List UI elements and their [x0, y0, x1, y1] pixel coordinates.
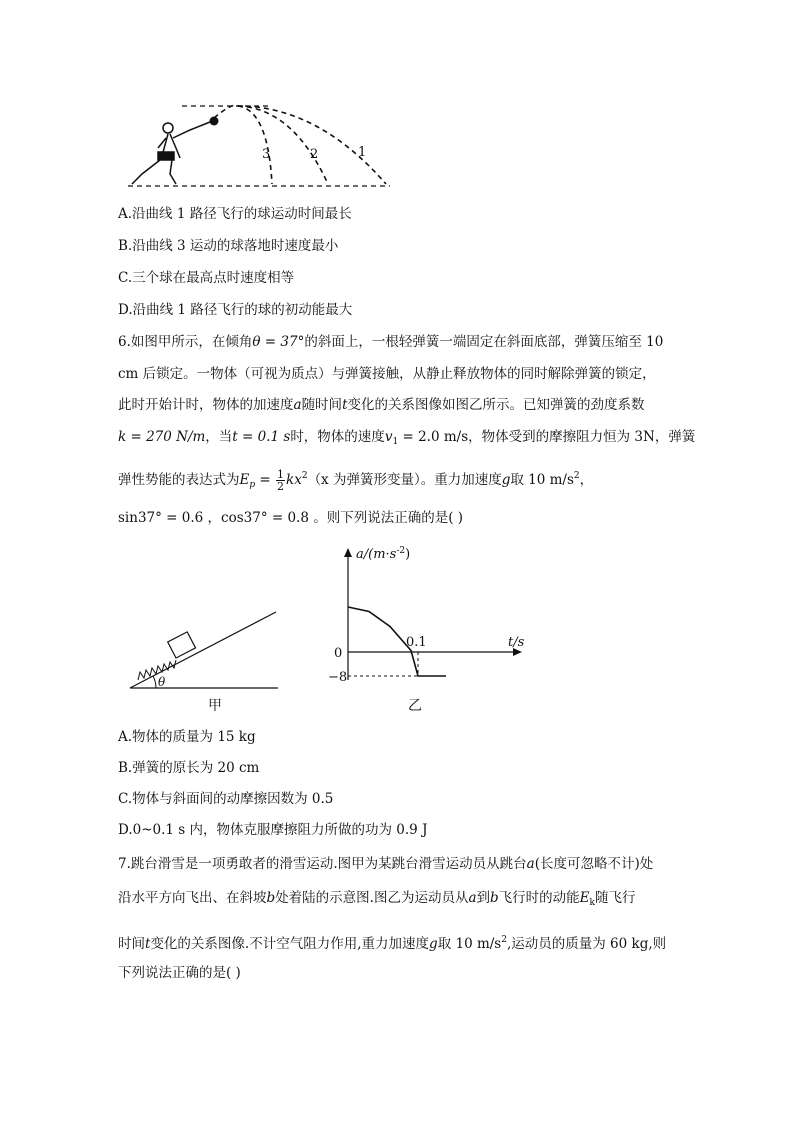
curve-label-1: 1: [358, 145, 367, 160]
y-axis-label-exponent: -2: [396, 546, 406, 556]
caption-yi: 乙: [408, 698, 422, 714]
q6-text: 弹性势能的表达式为: [118, 472, 240, 488]
q6-line-3: [118, 395, 645, 415]
var-t: t: [342, 397, 348, 413]
curve-2: [238, 106, 328, 184]
q6-line-2: cm 后锁定。一物体（可视为质点）与弹簧接触，从静止释放物体的同时解除弹簧的锁定，: [118, 366, 656, 382]
q5-option-a: A.沿曲线 1 路径飞行的球运动时间最长: [118, 206, 352, 222]
q6-text: ，: [579, 472, 594, 488]
y-axis-label-close: ): [405, 547, 411, 562]
q7-text: 处着陆的示意图.图乙为运动员从: [275, 890, 469, 906]
var-a: a: [293, 397, 302, 413]
q7-text: 变化的关系图像.不计空气阻力作用,重力加速度: [150, 936, 430, 952]
q6-line-5: [118, 466, 593, 495]
y-axis-label-text: a/(m·s: [356, 547, 397, 562]
at-graph: [326, 540, 526, 720]
q6-line-4: [118, 427, 695, 452]
v-value: = 2.0 m/s: [398, 429, 469, 445]
q6-text: 此时开始计时，物体的加速度: [118, 397, 294, 413]
ek-subscript: k: [589, 898, 595, 908]
q7-text: 随飞行: [595, 890, 636, 906]
v-symbol: v: [384, 429, 393, 445]
q7-text: 沿水平方向飞出、在斜坡: [118, 890, 267, 906]
q6-text: 的斜面上，一根轻弹簧一端固定在斜面底部，弹簧压缩至 10: [304, 334, 664, 350]
y-axis-arrow: [344, 548, 352, 557]
tick-label-minus-8: −8: [328, 670, 348, 685]
t-expression: t = 0.1 s: [232, 429, 291, 445]
q6-text: （x 为弹簧形变量）。重力加速度: [307, 472, 502, 488]
angle-label: θ: [158, 675, 166, 689]
k-expression: k = 270 N/m: [118, 429, 206, 445]
q6-line-6: sin37° = 0.6 ，cos37° = 0.8 。则下列说法正确的是( ): [118, 510, 464, 526]
kx-term: kx: [286, 472, 302, 488]
x-axis-label: t/s: [508, 635, 525, 650]
q6-text: ，物体受到的摩擦阻力恒为 3N，弹簧: [468, 429, 696, 445]
athlete-icon: [132, 122, 210, 184]
square-exponent: 2: [301, 471, 308, 481]
v-subscript: 1: [392, 437, 399, 447]
q6-option-d: D.0~0.1 s 内，物体克服摩擦阻力所做的功为 0.9 J: [118, 822, 428, 838]
fraction-denominator: 2: [277, 480, 285, 493]
q5-option-d: D.沿曲线 1 路径飞行的球的初动能最大: [118, 302, 353, 318]
q7-text: 到: [476, 890, 491, 906]
q5-option-c: C.三个球在最高点时速度相等: [118, 270, 295, 286]
q6-text: 随时间: [301, 397, 343, 413]
q6-text: 变化的关系图像如图乙所示。已知弹簧的劲度系数: [347, 397, 645, 413]
incline-figure: [128, 610, 288, 720]
q5-option-b: B.沿曲线 3 运动的球落地时速度最小: [118, 238, 339, 254]
q7-text: (长度可忽略不计)处: [534, 856, 654, 872]
q7-text: ,运动员的质量为 60 kg,则: [506, 936, 667, 952]
q6-text: ，当: [205, 429, 233, 445]
spring-icon: [138, 660, 176, 680]
ep-subscript: p: [249, 480, 256, 490]
q6-text: 时，物体的速度: [290, 429, 385, 445]
q7-text: 7.跳台滑雪是一项勇敢者的滑雪运动.图甲为某跳台滑雪运动员从跳台: [118, 856, 527, 872]
throw-figure: [118, 96, 398, 194]
y-axis-label: [356, 546, 410, 562]
ep-symbol: E: [239, 472, 250, 488]
q6-option-a: A.物体的质量为 15 kg: [118, 729, 256, 745]
q6-option-b: B.弹簧的原长为 20 cm: [118, 760, 260, 776]
tick-label-0.1: 0.1: [406, 635, 427, 650]
q6-text: 取 10 m/s: [510, 472, 574, 488]
incline-line: [130, 612, 276, 688]
q7-line-1: [118, 854, 653, 874]
q7-text: 飞行时的动能: [498, 890, 580, 906]
curve-3: [238, 106, 272, 184]
curve-label-3: 3: [262, 147, 271, 162]
g-symbol: g: [429, 936, 438, 952]
q6-line-1: [118, 332, 663, 352]
var-t: t: [145, 936, 151, 952]
angle-arc: [153, 676, 156, 688]
fraction-numerator: 1: [277, 468, 285, 481]
q7-text: 取 10 m/s: [437, 936, 502, 952]
q7-line-3: [118, 930, 666, 954]
square-exponent: 2: [573, 471, 580, 481]
var-b: b: [490, 890, 499, 906]
block-icon: [168, 632, 196, 658]
var-b: b: [266, 890, 276, 906]
var-a: a: [526, 856, 535, 872]
acceleration-curve: [348, 607, 446, 676]
tick-label-0: 0: [334, 646, 343, 661]
q6-option-c: C.物体与斜面间的动摩擦因数为 0.5: [118, 791, 334, 807]
theta-expression: θ = 37°: [252, 334, 305, 350]
var-a: a: [468, 890, 477, 906]
q7-text: 时间: [118, 936, 145, 952]
q7-line-4: 下列说法正确的是( ): [118, 965, 241, 981]
g-symbol: g: [501, 472, 511, 488]
equals: =: [255, 472, 276, 488]
ball-icon: [210, 117, 219, 126]
ek-symbol: E: [579, 890, 590, 906]
fraction-half: [276, 469, 285, 492]
square-exponent: 2: [501, 935, 507, 945]
q6-text: 6.如图甲所示，在倾角: [118, 334, 253, 350]
q7-line-2: [118, 888, 636, 913]
curve-label-2: 2: [310, 147, 319, 162]
caption-jia: 甲: [208, 698, 222, 714]
